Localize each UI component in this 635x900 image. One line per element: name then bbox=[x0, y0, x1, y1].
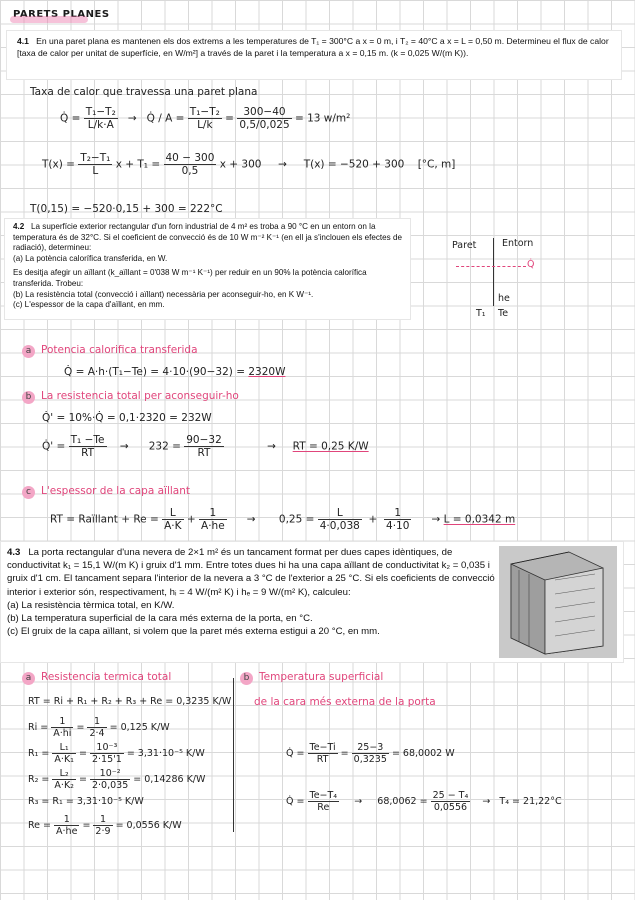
problem-4-2 bbox=[4, 218, 411, 320]
badge-a: a bbox=[22, 345, 35, 358]
sketch-label-paret: Paret bbox=[452, 240, 477, 251]
eq-heat-flow: Q̇ = $\frac{Te-Ti}{RT}$ = $\frac{25-3}{0,3235}$ = 68,0002 W bbox=[286, 742, 455, 765]
eq-r3: R₃ = R₁ = 3,31·10⁻⁵ K/W bbox=[28, 796, 144, 807]
heading-4-2a: a Potencia calorifica transferida bbox=[22, 344, 198, 358]
eq-ri: Ri = $\frac{1}{A\cdot hi}$ = $\frac{1}{2\cdot 4}$ = 0,125 K/W bbox=[28, 716, 170, 739]
problem-item-b: (b) La resistència total (convecció i aïllant) necessària per aconseguir-ho, en K W⁻¹. bbox=[13, 289, 314, 299]
problem-item-b: (b) La temperatura superficial de la cara més externa de la porta, en °C. bbox=[7, 613, 313, 625]
problem-mid: Es desitja afegir un aïllant (k_aïllant = 0'038 W m⁻¹ K⁻¹) per reduir en un 90% la potència calorífica transferida. Trobeu: bbox=[13, 268, 367, 288]
problem-item-c: (c) El gruix de la capa aïllant, si volem que la paret més externa estigui a 20 °C, en mm. bbox=[7, 626, 380, 638]
column-divider bbox=[233, 678, 234, 832]
problem-text: En una paret plana es mantenen els dos extrems a les temperatures de T₁ = 300°C a x = 0 m, i T₂ = 40°C a x = L = 0,50 m. Determineu el flux de calor [taxa de calor per unitat de superfície, en W/m²] a través de la paret i la temperatura a x = 0,15 m. (k = 0,025 W/(m K)). bbox=[17, 36, 609, 58]
badge-a: a bbox=[22, 672, 35, 685]
eq-r1: R₁ = $\frac{\text{L₁}}{\text{A·K₁}}$ = $\frac{\text{10⁻³}}{2\cdot 15'1}$ = 3,31·10⁻⁵ K/W bbox=[28, 742, 205, 765]
problem-text: La porta rectangular d'una nevera de 2×1 m² és un tancament format per dues capes idèntiques, de conductivitat k₁ = 15,1 W/(m K) i gruix d'1 mm. Entre totes dues hi ha una capa aïllant de conductivitat k₂ = 0,035 i gruix d'1 cm. El tancament separa l'interior de la nevera a 3 °C de l'exterior a 25 °C. Si els coeficients de convecció interior i exterior són, respectivament, hᵢ = 4 W/(m² K) i hₑ = 9 W/(m² K), calculeu: bbox=[7, 547, 495, 598]
problem-item-a: (a) La resistència tèrmica total, en K/W. bbox=[7, 599, 175, 611]
heat-flow-arrow bbox=[456, 266, 526, 268]
badge-b: b bbox=[240, 672, 253, 685]
eq-power: Q̇ = A·h·(T₁−Te) = 4·10·(90−32) = 2320W bbox=[64, 366, 286, 378]
sketch-label-entorn: Entorn bbox=[502, 238, 534, 249]
eq-rt-total: RT = Ri + R₁ + R₂ + R₃ + Re = 0,3235 K/W bbox=[28, 696, 232, 707]
wall-line bbox=[493, 238, 494, 306]
heading-4-3a: a Resistencia termica total bbox=[22, 671, 171, 685]
problem-item-a: (a) La potència calorífica transferida, en W. bbox=[13, 253, 168, 263]
eq-surface-temperature: Q̇ = $\frac{\text{Te−T₄}}{Re}$ → 68,0062 = $\frac{\text{25 − T₄}}{0,0556}$ → T₄ = 21,22°C bbox=[286, 790, 562, 813]
eq-reduced-power: Q̇' = 10%·Q̇ = 0,1·2320 = 232W bbox=[42, 412, 212, 424]
eq-re: Re = $\frac{1}{A\cdot he}$ = $\frac{1}{2\cdot 9}$ = 0,0556 K/W bbox=[28, 814, 182, 837]
heading-4-1: Taxa de calor que travessa una paret plana bbox=[30, 86, 258, 98]
sketch-label-t1: T₁ bbox=[476, 308, 486, 319]
problem-number: 4.2 bbox=[13, 222, 25, 231]
eq-insulation-thickness: RT = Raïllant + Re = $\frac{L}{A\cdot K}$ + $\frac{1}{A\cdot he}$ → 0,25 = $\frac{L}{4\cdot 0,038}$ + $\frac{1}{4\cdot 10}$ → L = 0,0342 m bbox=[50, 507, 516, 532]
sketch-label-q: Q̇ bbox=[527, 259, 535, 270]
problem-4-1 bbox=[6, 30, 622, 80]
eq-q-flux: Q̇ = $\frac{\text{T₁−T₂}}{L/k\cdot A}$ → Q̇ / A = $\frac{\text{T₁−T₂}}{L/k}$ = $\frac{300-40}{0,5/0,025}$ = 13 w/m² bbox=[60, 106, 351, 131]
problem-4-3 bbox=[0, 541, 624, 663]
problem-item-c: (c) L'espessor de la capa d'aïllant, en mm. bbox=[13, 300, 165, 310]
heading-4-3b-line2: de la cara més externa de la porta bbox=[254, 696, 436, 708]
title-highlight bbox=[10, 16, 88, 23]
heading-4-2c: c L'espessor de la capa aïllant bbox=[22, 485, 190, 499]
sketch-label-he: he bbox=[498, 293, 510, 304]
page-title: PARETS PLANES bbox=[13, 9, 110, 20]
problem-number: 4.1 bbox=[17, 36, 29, 46]
eq-t-at-015: T(0,15) = −520·0,15 + 300 = 222°C bbox=[30, 203, 223, 215]
fridge-door-illustration bbox=[499, 546, 617, 658]
eq-r2: R₂ = $\frac{\text{L₂}}{\text{A·K₂}}$ = $\frac{\text{10⁻²}}{2\cdot 0,035}$ = 0,14286 K/W bbox=[28, 768, 206, 791]
problem-intro: La superfície exterior rectangular d'un forn industrial de 4 m² es troba a 90 °C en un entorn on la temperatura és de 32°C. Si el coeficient de convecció és de 10 W m⁻² K⁻¹ (en ell ja s'inclouen els efectes de radiació), determineu: bbox=[13, 222, 402, 253]
eq-total-resistance: Q̇' = $\frac{\text{T₁ −Te}}{RT}$ → 232 = $\frac{90-32}{RT}$ → RT = 0,25 K/W bbox=[42, 434, 369, 459]
badge-b: b bbox=[22, 391, 35, 404]
problem-number: 4.3 bbox=[7, 547, 21, 558]
heading-4-3b: b Temperatura superficial bbox=[240, 671, 383, 685]
heading-4-2b: b La resistencia total per aconseguir-ho bbox=[22, 390, 239, 404]
badge-c: c bbox=[22, 486, 35, 499]
eq-temperature-profile: T(x) = $\frac{\text{T₂−T₁}}{L}$ x + T₁ = $\frac{40 - 300}{0,5}$ x + 300 → T(x) = −520 + 300 [°C, m] bbox=[42, 152, 456, 177]
sketch-label-te: Te bbox=[498, 308, 509, 319]
